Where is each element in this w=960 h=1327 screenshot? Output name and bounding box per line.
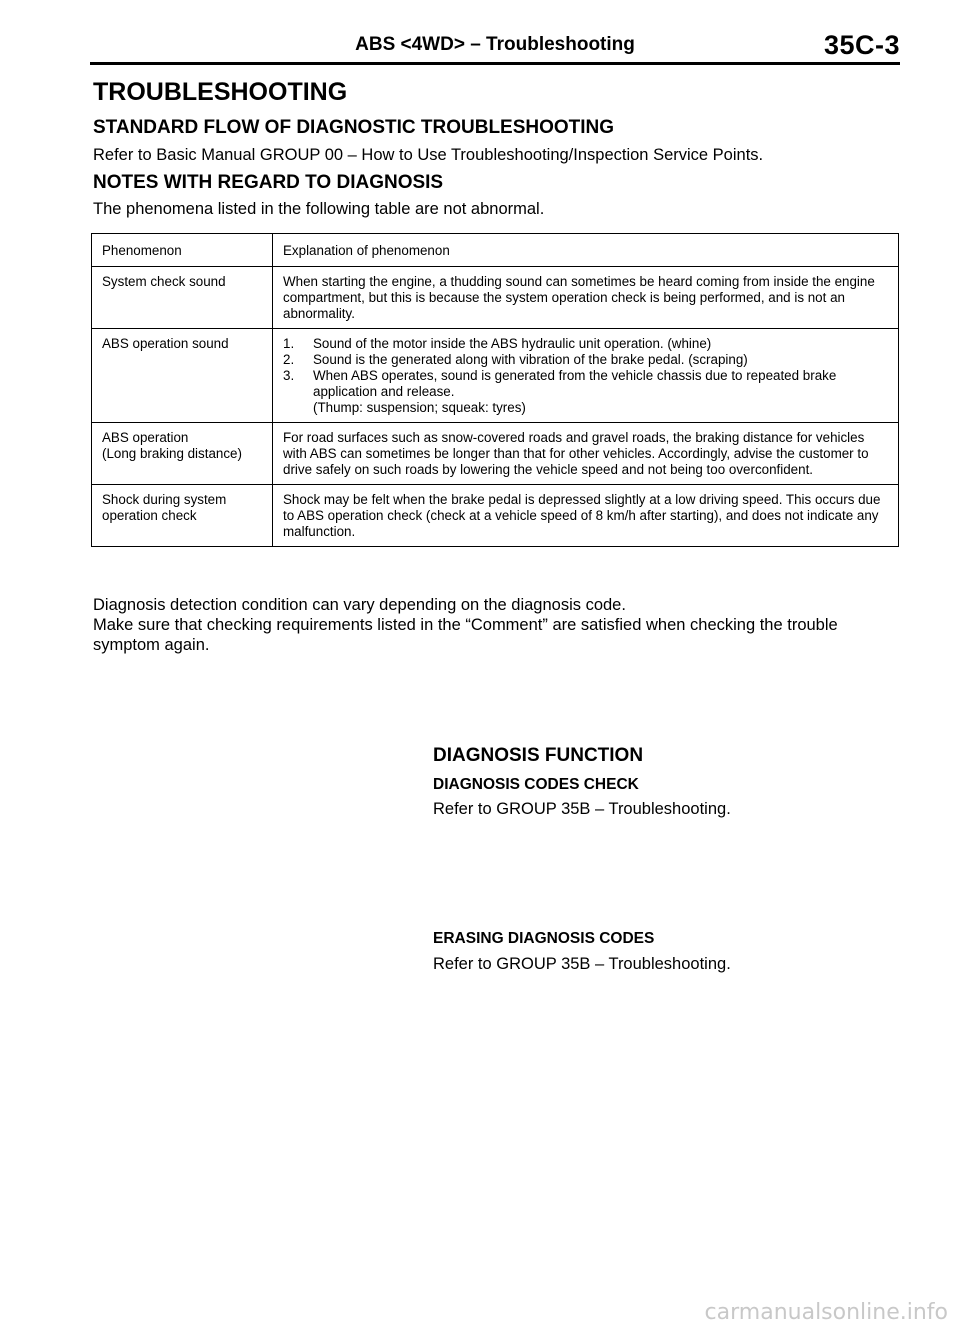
table-header-phenomenon: Phenomenon [92, 234, 273, 267]
page-number: 35C-3 [823, 30, 900, 60]
table-row [92, 423, 899, 485]
erasing-codes-text: Refer to GROUP 35B – Troubleshooting. [433, 955, 731, 973]
watermark: carmanualsonline.info [704, 1300, 948, 1325]
list-number: 2. [283, 352, 295, 367]
standard-flow-text: Refer to Basic Manual GROUP 00 – How to Use Troubleshooting/Inspection Service Points. [93, 146, 764, 164]
diagnosis-function-heading: DIAGNOSIS FUNCTION [433, 745, 644, 766]
explanation-list [283, 336, 888, 400]
list-number: 1. [283, 336, 295, 351]
list-number: 3. [283, 368, 295, 383]
erasing-codes-heading: ERASING DIAGNOSIS CODES [433, 930, 655, 947]
list-item-text: When ABS operates, sound is generated from the vehicle chassis due to repeated brake application and release. [313, 368, 837, 399]
phenomenon-line: ABS operation [102, 430, 189, 445]
standard-flow-heading: STANDARD FLOW OF DIAGNOSTIC TROUBLESHOOTING [93, 117, 615, 138]
notes-intro: The phenomena listed in the following table are not abnormal. [93, 200, 545, 218]
notes-heading: NOTES WITH REGARD TO DIAGNOSIS [93, 172, 444, 193]
explanation-cell: When starting the engine, a thudding sound can sometimes be heard coming from inside the engine compartment, but this is because the system operation check is being performed, and is not an abnormality. [273, 267, 899, 329]
explanation-cell [273, 329, 899, 423]
list-item-text: Sound of the motor inside the ABS hydraulic unit operation. (whine) [313, 336, 712, 351]
explanation-cell: Shock may be felt when the brake pedal is depressed slightly at a low driving speed. This occurs due to ABS operation check (check at a vehicle speed of 8 km/h after starting), and does not indicate any malfunction. [273, 485, 899, 547]
explanation-note: (Thump: suspension; squeak: tyres) [313, 400, 526, 415]
phenomena-table [91, 233, 899, 547]
table-row [92, 329, 899, 423]
phenomenon-cell: Shock during system operation check [92, 485, 273, 547]
phenomenon-cell: ABS operation sound [92, 329, 273, 423]
table-row [92, 267, 899, 329]
table-header-row [92, 234, 899, 267]
list-item [283, 336, 888, 352]
list-item [283, 352, 888, 368]
table-header-explanation: Explanation of phenomenon [273, 234, 899, 267]
main-title: TROUBLESHOOTING [93, 78, 348, 106]
list-item-text: Sound is the generated along with vibration of the brake pedal. (scraping) [313, 352, 748, 367]
header-title: ABS <4WD> – Troubleshooting [355, 34, 635, 55]
diagnosis-condition-text: Diagnosis detection condition can vary depending on the diagnosis code. [93, 596, 626, 614]
phenomenon-cell: System check sound [92, 267, 273, 329]
explanation-cell: For road surfaces such as snow-covered roads and gravel roads, the braking distance for vehicles with ABS can sometimes be longer than that for other vehicles. Accordingly, advise the customer to drive safely on such roads by lowering the vehicle speed and not being too overconfident. [273, 423, 899, 485]
page-header [90, 30, 900, 65]
phenomenon-line: (Long braking distance) [102, 446, 242, 461]
list-item [283, 368, 888, 400]
table-row [92, 485, 899, 547]
codes-check-text: Refer to GROUP 35B – Troubleshooting. [433, 800, 731, 818]
codes-check-heading: DIAGNOSIS CODES CHECK [433, 776, 639, 793]
checking-requirements-text: Make sure that checking requirements listed in the “Comment” are satisfied when checking the trouble symptom again. [93, 616, 838, 654]
phenomenon-cell [92, 423, 273, 485]
